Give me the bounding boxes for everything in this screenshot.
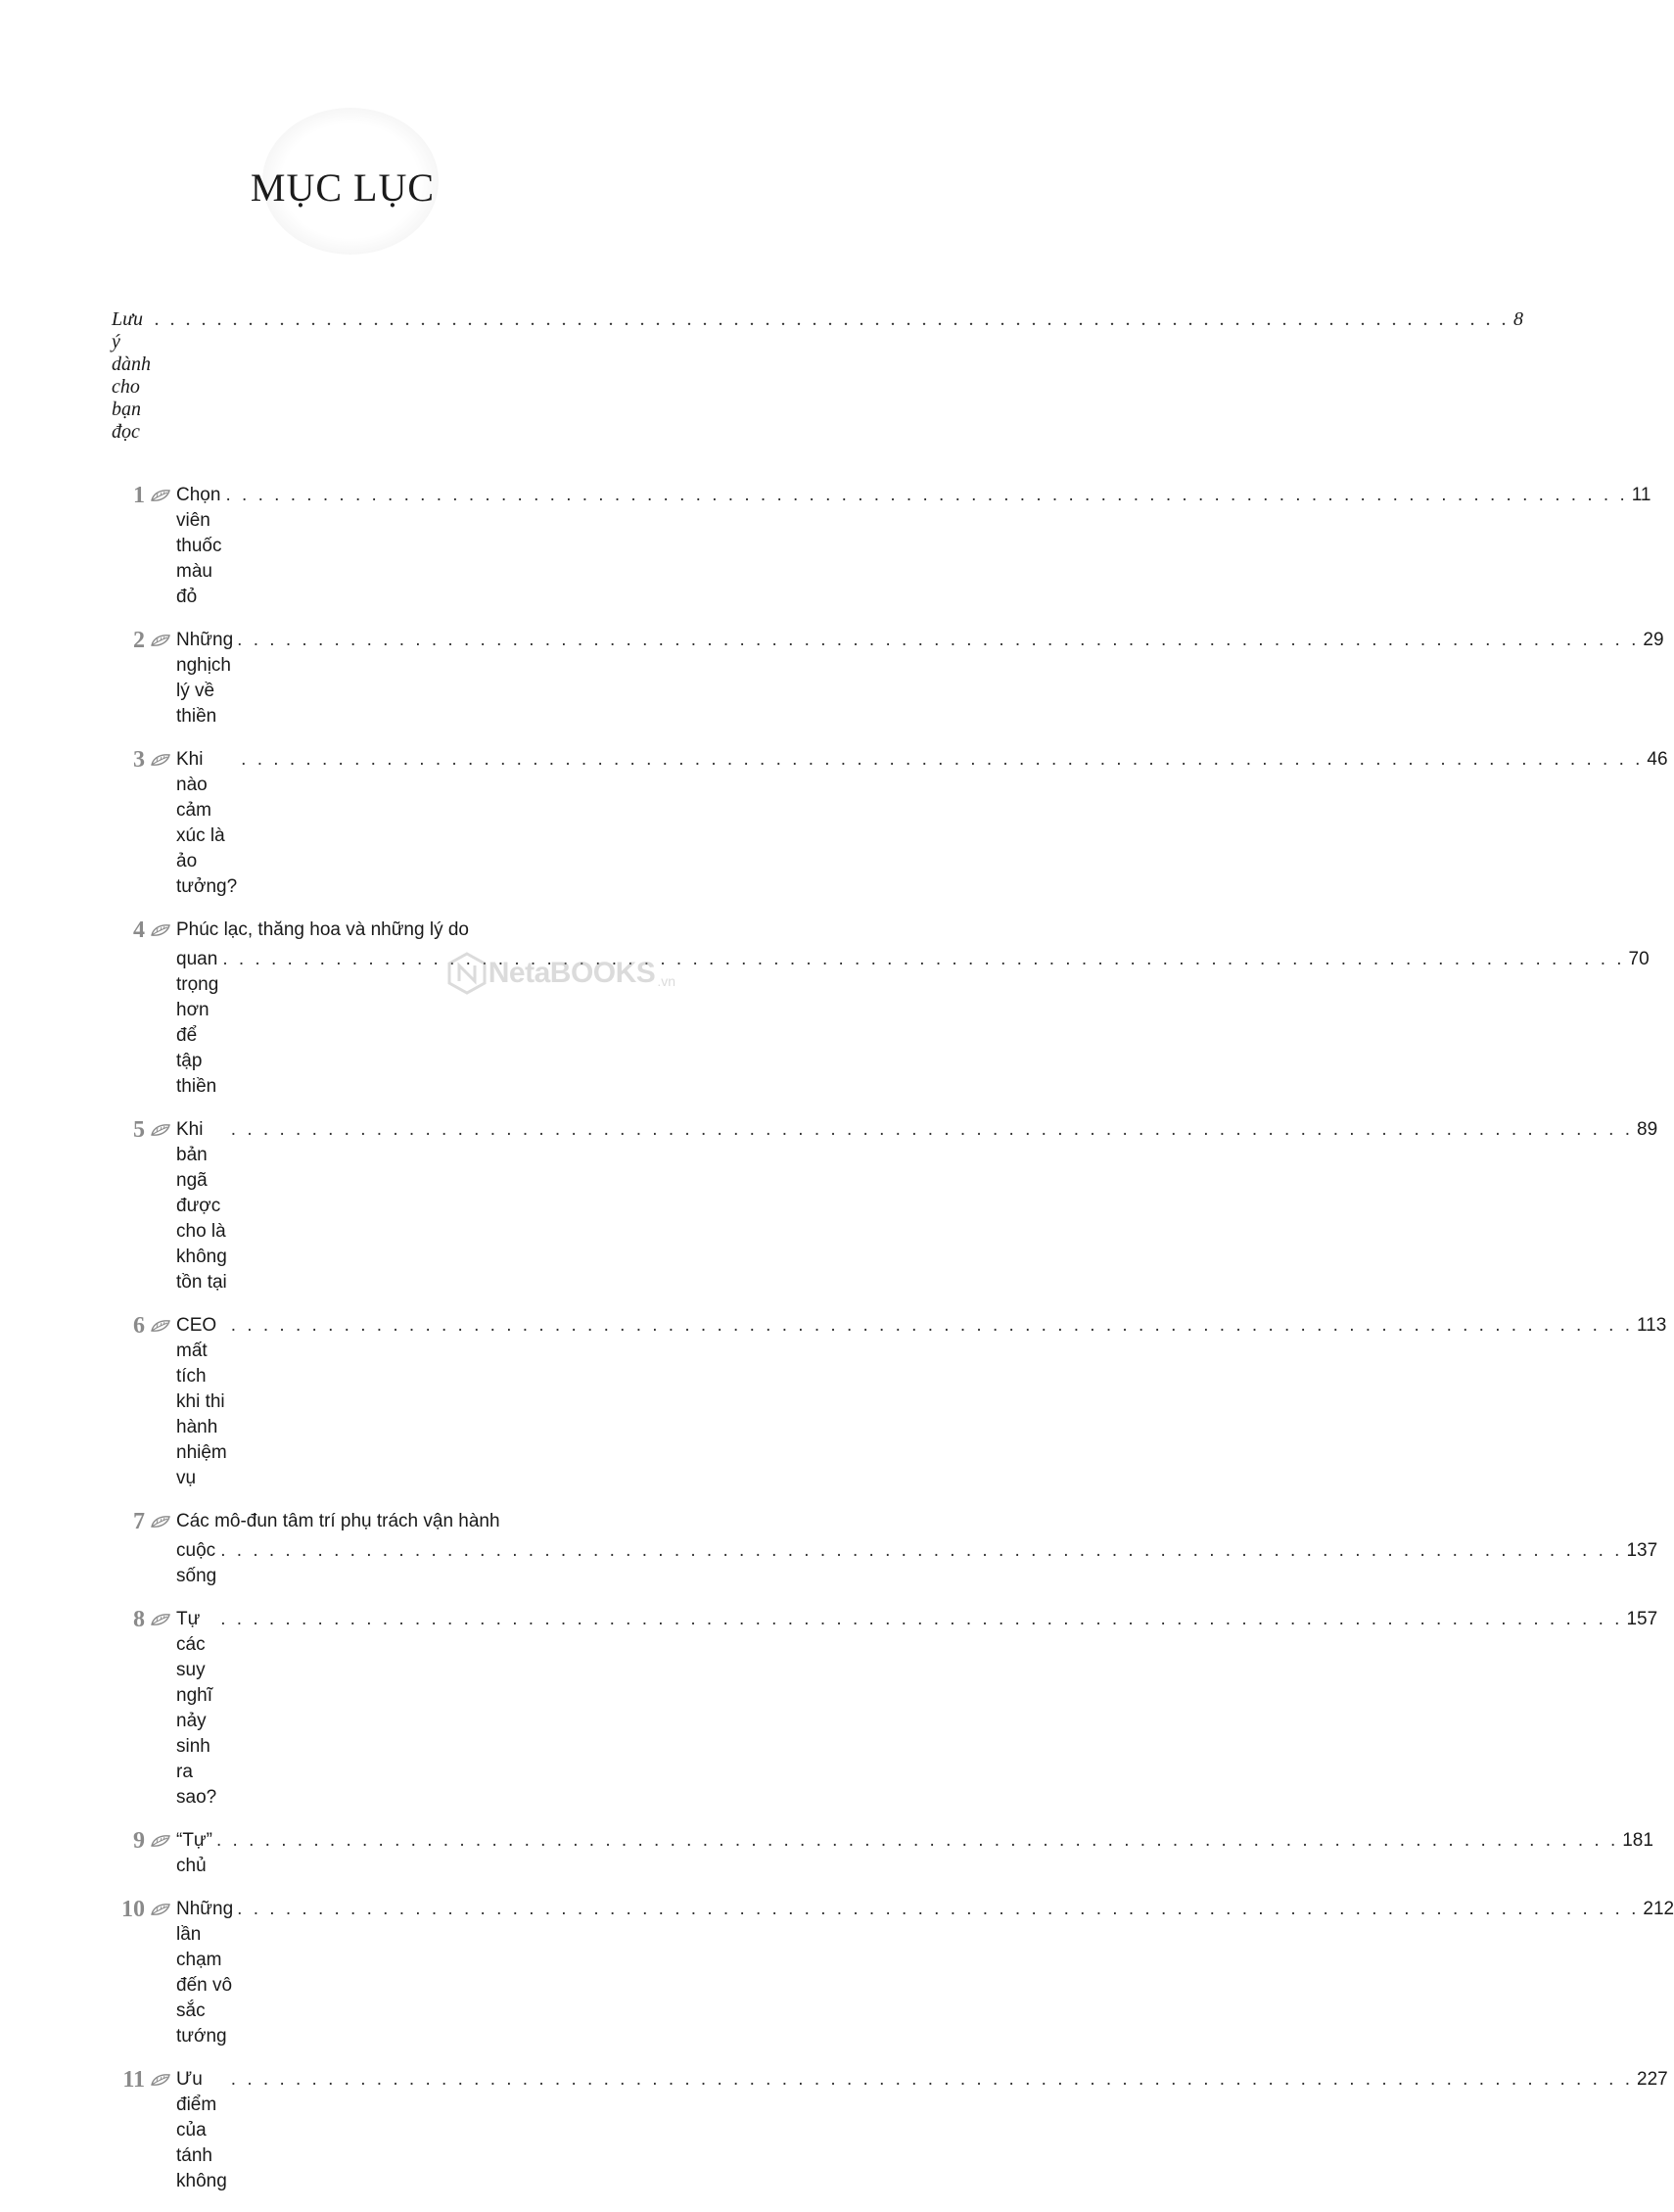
chapter-body: [176, 1117, 1657, 1295]
chapter-body: [176, 2067, 1668, 2194]
toc-intro-entry[interactable]: [112, 308, 1523, 444]
chapter-number: 1: [133, 483, 145, 508]
chapter-body: [176, 1897, 1674, 2049]
chapter-body: [176, 1313, 1666, 1491]
chapter-title: Chọn viên thuốc màu đỏ: [176, 485, 222, 607]
chapter-title-line1: Các mô-đun tâm trí phụ trách vận hành: [176, 1511, 500, 1531]
chapter-title-row: [176, 1828, 1653, 1879]
netabooks-logo-icon: [445, 952, 488, 995]
chapter-body: [176, 483, 1651, 610]
chapter-title-row: [176, 1117, 1657, 1295]
page-title: MỤC LỤC: [250, 165, 436, 210]
dot-leader: [237, 1897, 1639, 1922]
chapter-body: [176, 918, 1650, 1100]
chapter-number: 10: [121, 1897, 145, 1922]
dot-leader: [155, 308, 1510, 331]
chapter-number: 6: [133, 1313, 145, 1339]
chapter-page: 137: [1626, 1540, 1658, 1561]
chapter-page: 11: [1631, 485, 1651, 505]
toc-entry[interactable]: [108, 1509, 1658, 1589]
leaf-icon: [145, 1607, 176, 1632]
leaf-icon: [145, 483, 176, 508]
chapter-page: 89: [1637, 1119, 1658, 1140]
chapter-title: Tự các suy nghĩ nảy sinh ra sao?: [176, 1609, 217, 1808]
dot-leader: [231, 2067, 1633, 2093]
leaf-icon: [145, 1897, 176, 1922]
chapter-number: 11: [122, 2067, 145, 2093]
chapter-title: cuộc sống: [176, 1540, 217, 1586]
chapter-title-row: [176, 1897, 1674, 2049]
chapter-body: [176, 747, 1668, 900]
chapter-title-row: [176, 628, 1664, 729]
chapter-title-row: [176, 1538, 1657, 1589]
leaf-icon: [145, 628, 176, 653]
chapter-page: 157: [1626, 1609, 1658, 1629]
chapter-title: quan trọng hơn để tập thiền: [176, 949, 219, 1097]
chapter-title-row: [176, 747, 1668, 900]
leaf-icon: [145, 1313, 176, 1339]
dot-leader: [222, 947, 1624, 972]
chapter-number: 4: [133, 918, 145, 943]
chapter-page: 113: [1636, 1315, 1667, 1336]
toc-entry[interactable]: [108, 1828, 1653, 1879]
watermark-suffix: .vn: [657, 973, 675, 989]
chapter-title: Khi bản ngã được cho là không tồn tại: [176, 1119, 227, 1293]
chapter-page: 212: [1643, 1899, 1674, 1919]
toc-entry[interactable]: [108, 2067, 1668, 2194]
leaf-icon: [145, 1828, 176, 1854]
toc-entry[interactable]: [108, 483, 1651, 610]
dot-leader: [216, 1828, 1618, 1854]
chapter-number: 5: [133, 1117, 145, 1143]
chapter-body: [176, 628, 1664, 729]
chapter-title: CEO mất tích khi thi hành nhiệm vụ: [176, 1315, 227, 1488]
leaf-icon: [145, 1509, 176, 1534]
dot-leader: [220, 1607, 1622, 1632]
chapter-number: 3: [133, 747, 145, 773]
toc-entry[interactable]: [108, 1897, 1674, 2049]
leaf-icon: [145, 918, 176, 943]
leaf-icon: [145, 2067, 176, 2093]
chapter-number: 8: [133, 1607, 145, 1632]
chapter-title-row: [176, 483, 1651, 610]
toc-intro-page: 8: [1513, 308, 1523, 330]
dot-leader: [241, 747, 1643, 773]
chapter-title-row: [176, 1607, 1657, 1811]
chapter-title: “Tự” chủ: [176, 1830, 212, 1876]
chapter-body: [176, 1828, 1653, 1879]
chapter-page: 70: [1628, 949, 1650, 969]
toc-entry[interactable]: [108, 1117, 1658, 1295]
leaf-icon: [145, 747, 176, 773]
toc-intro-label: Lưu ý dành cho bạn đọc: [112, 308, 151, 443]
chapter-number: 9: [133, 1828, 145, 1854]
chapter-title: Những nghịch lý về thiền: [176, 630, 234, 727]
chapter-title-row: [176, 2067, 1668, 2194]
toc-entry[interactable]: [108, 747, 1668, 900]
dot-leader: [225, 483, 1627, 508]
dot-leader: [237, 628, 1639, 653]
chapter-number: 2: [133, 628, 145, 653]
chapter-title-row: [176, 1313, 1666, 1491]
leaf-icon: [145, 1117, 176, 1143]
chapter-title: Những lần chạm đến vô sắc tướng: [176, 1899, 234, 2047]
toc-entry[interactable]: [108, 628, 1664, 729]
toc-entry[interactable]: [108, 1607, 1658, 1811]
watermark-brand: NetaBOOKS: [488, 957, 656, 989]
chapter-page: 46: [1647, 749, 1668, 770]
chapter-page: 29: [1643, 630, 1664, 650]
chapter-body: [176, 1607, 1657, 1811]
chapter-page: 227: [1637, 2069, 1668, 2090]
chapter-title: Ưu điểm của tánh không: [176, 2069, 227, 2191]
chapter-title: Khi nào cảm xúc là ảo tưởng?: [176, 749, 238, 897]
dot-leader: [231, 1313, 1633, 1339]
chapter-page: 181: [1622, 1830, 1653, 1851]
watermark: [445, 952, 675, 995]
chapter-title-row: [176, 947, 1650, 1100]
dot-leader: [220, 1538, 1622, 1564]
chapter-number: 7: [133, 1509, 145, 1534]
chapter-title-line1: Phúc lạc, thăng hoa và những lý do: [176, 919, 469, 940]
chapter-body: [176, 1509, 1657, 1589]
toc-entry[interactable]: [108, 1313, 1667, 1491]
dot-leader: [231, 1117, 1633, 1143]
